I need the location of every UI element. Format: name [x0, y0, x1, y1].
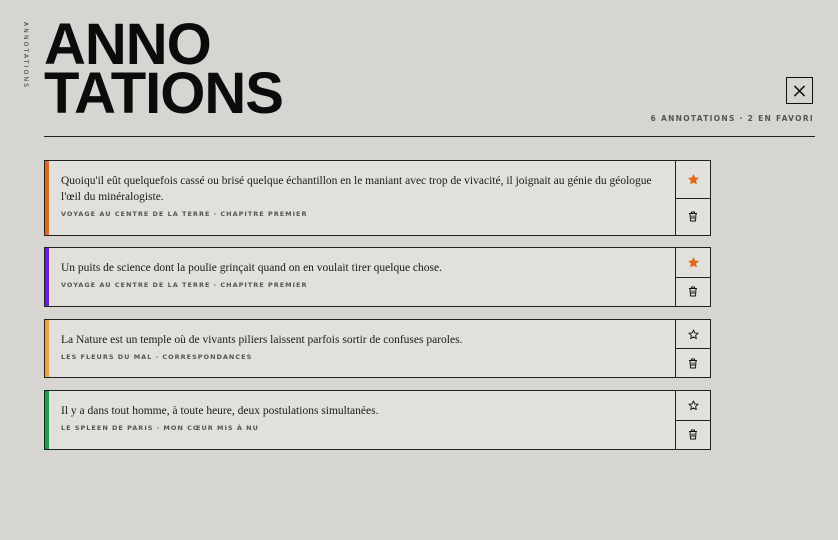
annotation-quote: Quoiqu'il eût quelquefois cassé ou brisé quelque échantillon en le maniant avec trop de vivacité, il joignait au génie du géologue l'œil du minéralogiste. [61, 175, 652, 203]
annotation-card [44, 247, 711, 307]
trash-icon [688, 358, 698, 369]
side-label: ANNOTATIONS [22, 22, 29, 90]
annotation-card [44, 319, 711, 378]
header-divider [44, 136, 815, 137]
star-icon [688, 400, 699, 411]
card-actions [675, 391, 710, 449]
favorite-button[interactable] [676, 248, 710, 277]
annotation-quote: La Nature est un temple où de vivants piliers laissent parfois sortir de confuses paroles. [61, 334, 463, 346]
annotation-source: VOYAGE AU CENTRE DE LA TERRE · CHAPITRE PREMIER [61, 281, 308, 289]
trash-icon [688, 429, 698, 440]
card-actions [675, 161, 710, 235]
annotation-source: LES FLEURS DU MAL · CORRESPONDANCES [61, 353, 253, 361]
trash-icon [688, 286, 698, 297]
annotation-card [44, 390, 711, 450]
annotation-quote: Un puits de science dont la poulie grinçait quand on en voulait tirer quelque chose. [61, 262, 442, 274]
delete-button[interactable] [676, 198, 710, 236]
card-body [49, 161, 675, 235]
trash-icon [688, 211, 698, 222]
page-title [44, 12, 283, 126]
page-title-line-2: TATIONS [44, 61, 283, 126]
annotation-quote: Il y a dans tout homme, à toute heure, deux postulations simultanées. [61, 405, 379, 417]
favorite-button[interactable] [676, 161, 710, 198]
card-actions [675, 248, 710, 306]
close-button[interactable] [786, 77, 813, 104]
delete-button[interactable] [676, 420, 710, 450]
card-actions [675, 320, 710, 377]
card-body [49, 391, 675, 449]
annotation-source: LE SPLEEN DE PARIS · MON CŒUR MIS À NU [61, 424, 259, 432]
annotation-source: VOYAGE AU CENTRE DE LA TERRE · CHAPITRE PREMIER [61, 210, 308, 218]
card-body [49, 248, 675, 306]
star-icon [688, 174, 699, 185]
favorite-button[interactable] [676, 320, 710, 348]
page-title-line-1: ANNO [44, 12, 211, 77]
card-body [49, 320, 675, 377]
star-icon [688, 329, 699, 340]
delete-button[interactable] [676, 277, 710, 307]
close-icon [793, 82, 806, 100]
annotation-card [44, 160, 711, 236]
delete-button[interactable] [676, 348, 710, 377]
annotation-count: 6 ANNOTATIONS · 2 EN FAVORI [650, 114, 814, 123]
star-icon [688, 257, 699, 268]
favorite-button[interactable] [676, 391, 710, 420]
